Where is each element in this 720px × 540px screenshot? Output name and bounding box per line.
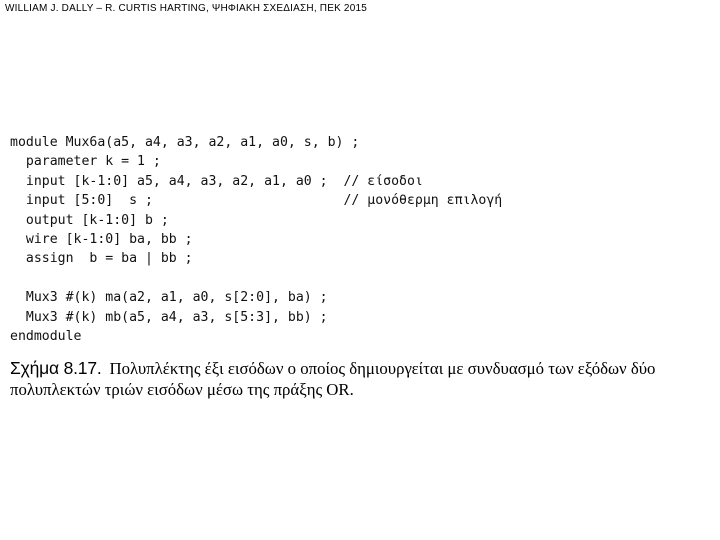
caption-text-line1: Πολυπλέκτης έξι εισόδων ο οποίος δημιουργείται με συνδυασμό των εξόδων δύο [109,359,656,378]
code-line-input-data: input [k-1:0] a5, a4, a3, a2, a1, a0 ; // είσοδοι [10,173,423,189]
figure-caption [10,358,715,400]
code-line-mux-mb: Mux3 #(k) mb(a5, a4, a3, s[5:3], bb) ; [10,309,328,325]
code-line-mux-ma: Mux3 #(k) ma(a2, a1, a0, s[2:0], ba) ; [10,290,328,306]
code-line-parameter: parameter k = 1 ; [10,154,161,170]
code-line-module: module Mux6a(a5, a4, a3, a2, a1, a0, s, b) ; [10,135,360,150]
code-line-input-select: input [5:0] s ; // μονόθερμη επιλογή [10,193,503,209]
figure-label: Σχήμα 8.17. [10,358,102,378]
code-line-endmodule: endmodule [10,328,82,344]
caption-first-line [10,358,715,379]
code-line-assign: assign b = ba | bb ; [10,251,193,267]
code-line-output: output [k-1:0] b ; [10,212,169,228]
caption-text-line2: πολυπλεκτών τριών εισόδων μέσω της πράξης OR. [10,380,354,399]
code-line-wire: wire [k-1:0] ba, bb ; [10,231,193,247]
code-line-blank [10,269,502,288]
verilog-code-listing [10,133,502,346]
book-citation-header: WILLIAM J. DALLY – R. CURTIS HARTING, ΨΗΦΙΑΚΗ ΣΧΕΔΙΑΣΗ, ΠΕΚ 2015 [5,3,367,14]
